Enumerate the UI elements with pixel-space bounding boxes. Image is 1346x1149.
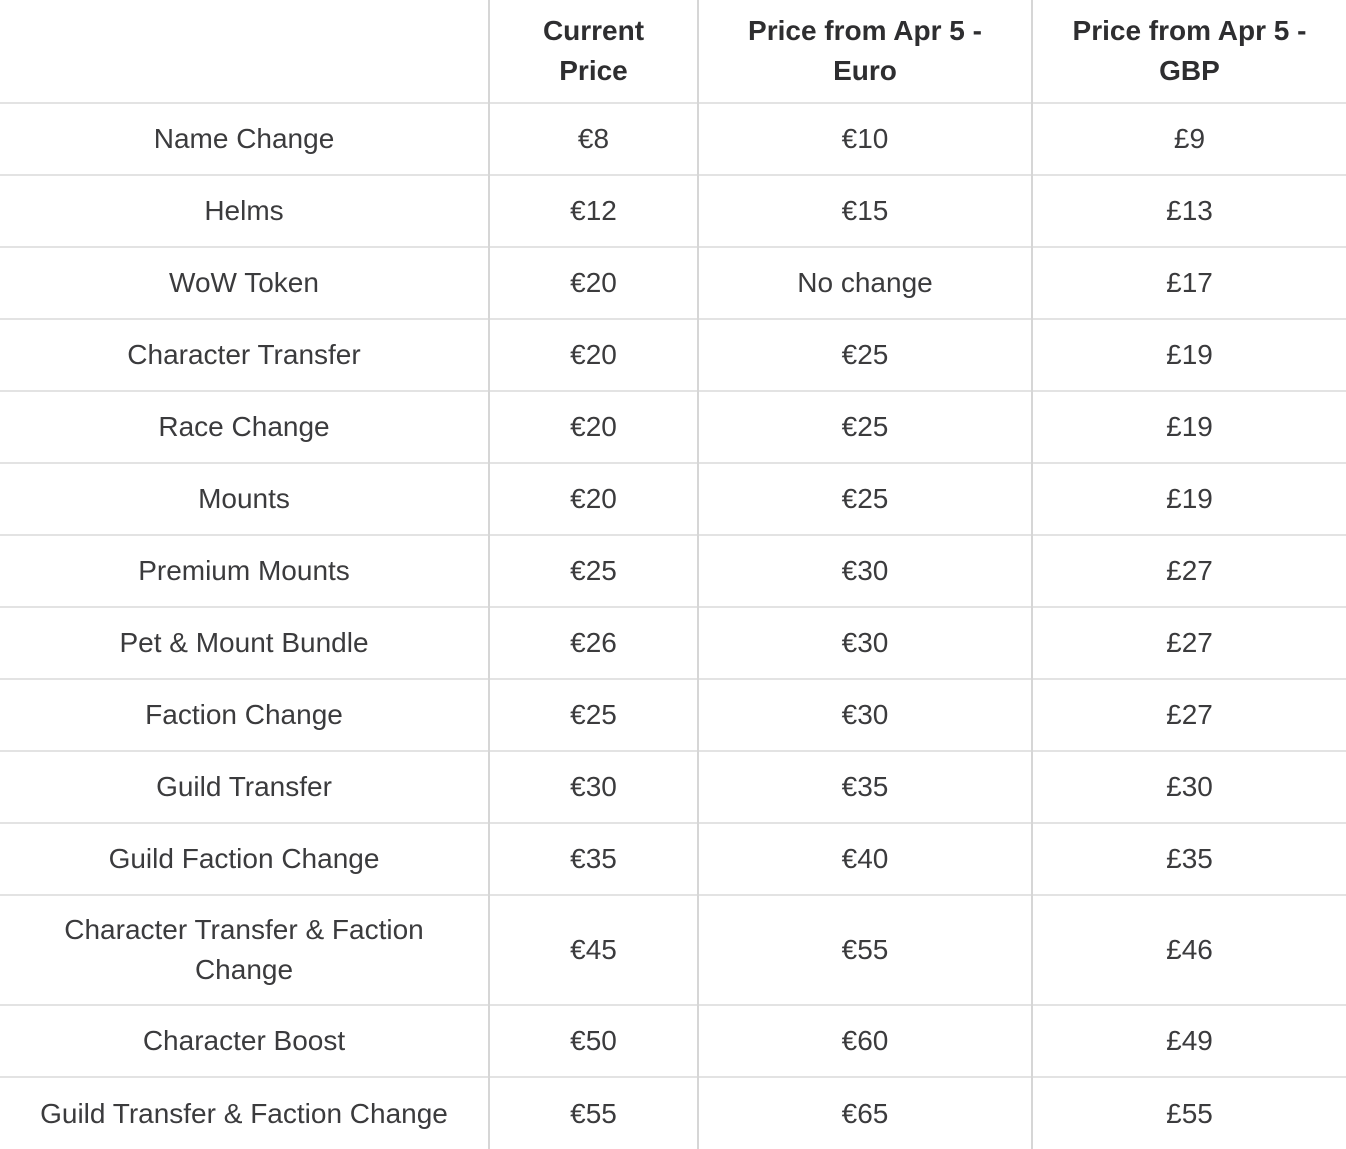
table-row (0, 1077, 1346, 1149)
euro-price-cell: €25 (698, 319, 1032, 391)
euro-price-cell: €40 (698, 823, 1032, 895)
gbp-price-cell: £9 (1032, 103, 1346, 175)
col-header-price-apr5-gbp: Price from Apr 5 - GBP (1032, 0, 1346, 103)
table-row (0, 319, 1346, 391)
table-header-row (0, 0, 1346, 103)
current-price-cell: €20 (489, 463, 698, 535)
gbp-price-cell: £19 (1032, 391, 1346, 463)
service-name-cell: Character Transfer & Faction Change (0, 895, 489, 1005)
service-name-cell: Premium Mounts (0, 535, 489, 607)
col-header-current-price: Current Price (489, 0, 698, 103)
service-name-cell: Pet & Mount Bundle (0, 607, 489, 679)
current-price-cell: €12 (489, 175, 698, 247)
gbp-price-cell: £17 (1032, 247, 1346, 319)
table-row (0, 1005, 1346, 1077)
table-row (0, 175, 1346, 247)
euro-price-cell: €25 (698, 463, 1032, 535)
gbp-price-cell: £55 (1032, 1077, 1346, 1149)
current-price-cell: €25 (489, 679, 698, 751)
current-price-cell: €50 (489, 1005, 698, 1077)
service-name-cell: Race Change (0, 391, 489, 463)
service-name-cell: WoW Token (0, 247, 489, 319)
euro-price-cell: €10 (698, 103, 1032, 175)
table-row (0, 103, 1346, 175)
table-row (0, 751, 1346, 823)
service-name-cell: Name Change (0, 103, 489, 175)
table-row (0, 895, 1346, 1005)
table-row (0, 607, 1346, 679)
service-name-cell: Faction Change (0, 679, 489, 751)
euro-price-cell: €25 (698, 391, 1032, 463)
service-name-cell: Mounts (0, 463, 489, 535)
service-name-cell: Helms (0, 175, 489, 247)
euro-price-cell: No change (698, 247, 1032, 319)
table-row (0, 247, 1346, 319)
gbp-price-cell: £27 (1032, 679, 1346, 751)
table-row (0, 463, 1346, 535)
gbp-price-cell: £13 (1032, 175, 1346, 247)
current-price-cell: €20 (489, 319, 698, 391)
gbp-price-cell: £27 (1032, 535, 1346, 607)
table-row (0, 823, 1346, 895)
gbp-price-cell: £19 (1032, 319, 1346, 391)
service-name-cell: Guild Transfer (0, 751, 489, 823)
current-price-cell: €55 (489, 1077, 698, 1149)
gbp-price-cell: £49 (1032, 1005, 1346, 1077)
table-row (0, 679, 1346, 751)
euro-price-cell: €30 (698, 607, 1032, 679)
current-price-cell: €30 (489, 751, 698, 823)
euro-price-cell: €30 (698, 679, 1032, 751)
service-name-cell: Guild Transfer & Faction Change (0, 1077, 489, 1149)
col-header-price-apr5-euro: Price from Apr 5 - Euro (698, 0, 1032, 103)
current-price-cell: €35 (489, 823, 698, 895)
euro-price-cell: €15 (698, 175, 1032, 247)
table-row (0, 391, 1346, 463)
current-price-cell: €8 (489, 103, 698, 175)
gbp-price-cell: £35 (1032, 823, 1346, 895)
current-price-cell: €20 (489, 247, 698, 319)
euro-price-cell: €65 (698, 1077, 1032, 1149)
euro-price-cell: €55 (698, 895, 1032, 1005)
euro-price-cell: €60 (698, 1005, 1032, 1077)
gbp-price-cell: £27 (1032, 607, 1346, 679)
euro-price-cell: €35 (698, 751, 1032, 823)
current-price-cell: €45 (489, 895, 698, 1005)
current-price-cell: €26 (489, 607, 698, 679)
current-price-cell: €25 (489, 535, 698, 607)
service-name-cell: Character Transfer (0, 319, 489, 391)
euro-price-cell: €30 (698, 535, 1032, 607)
gbp-price-cell: £30 (1032, 751, 1346, 823)
table-row (0, 535, 1346, 607)
gbp-price-cell: £19 (1032, 463, 1346, 535)
service-name-cell: Guild Faction Change (0, 823, 489, 895)
service-name-cell: Character Boost (0, 1005, 489, 1077)
col-header-service (0, 0, 489, 103)
gbp-price-cell: £46 (1032, 895, 1346, 1005)
current-price-cell: €20 (489, 391, 698, 463)
